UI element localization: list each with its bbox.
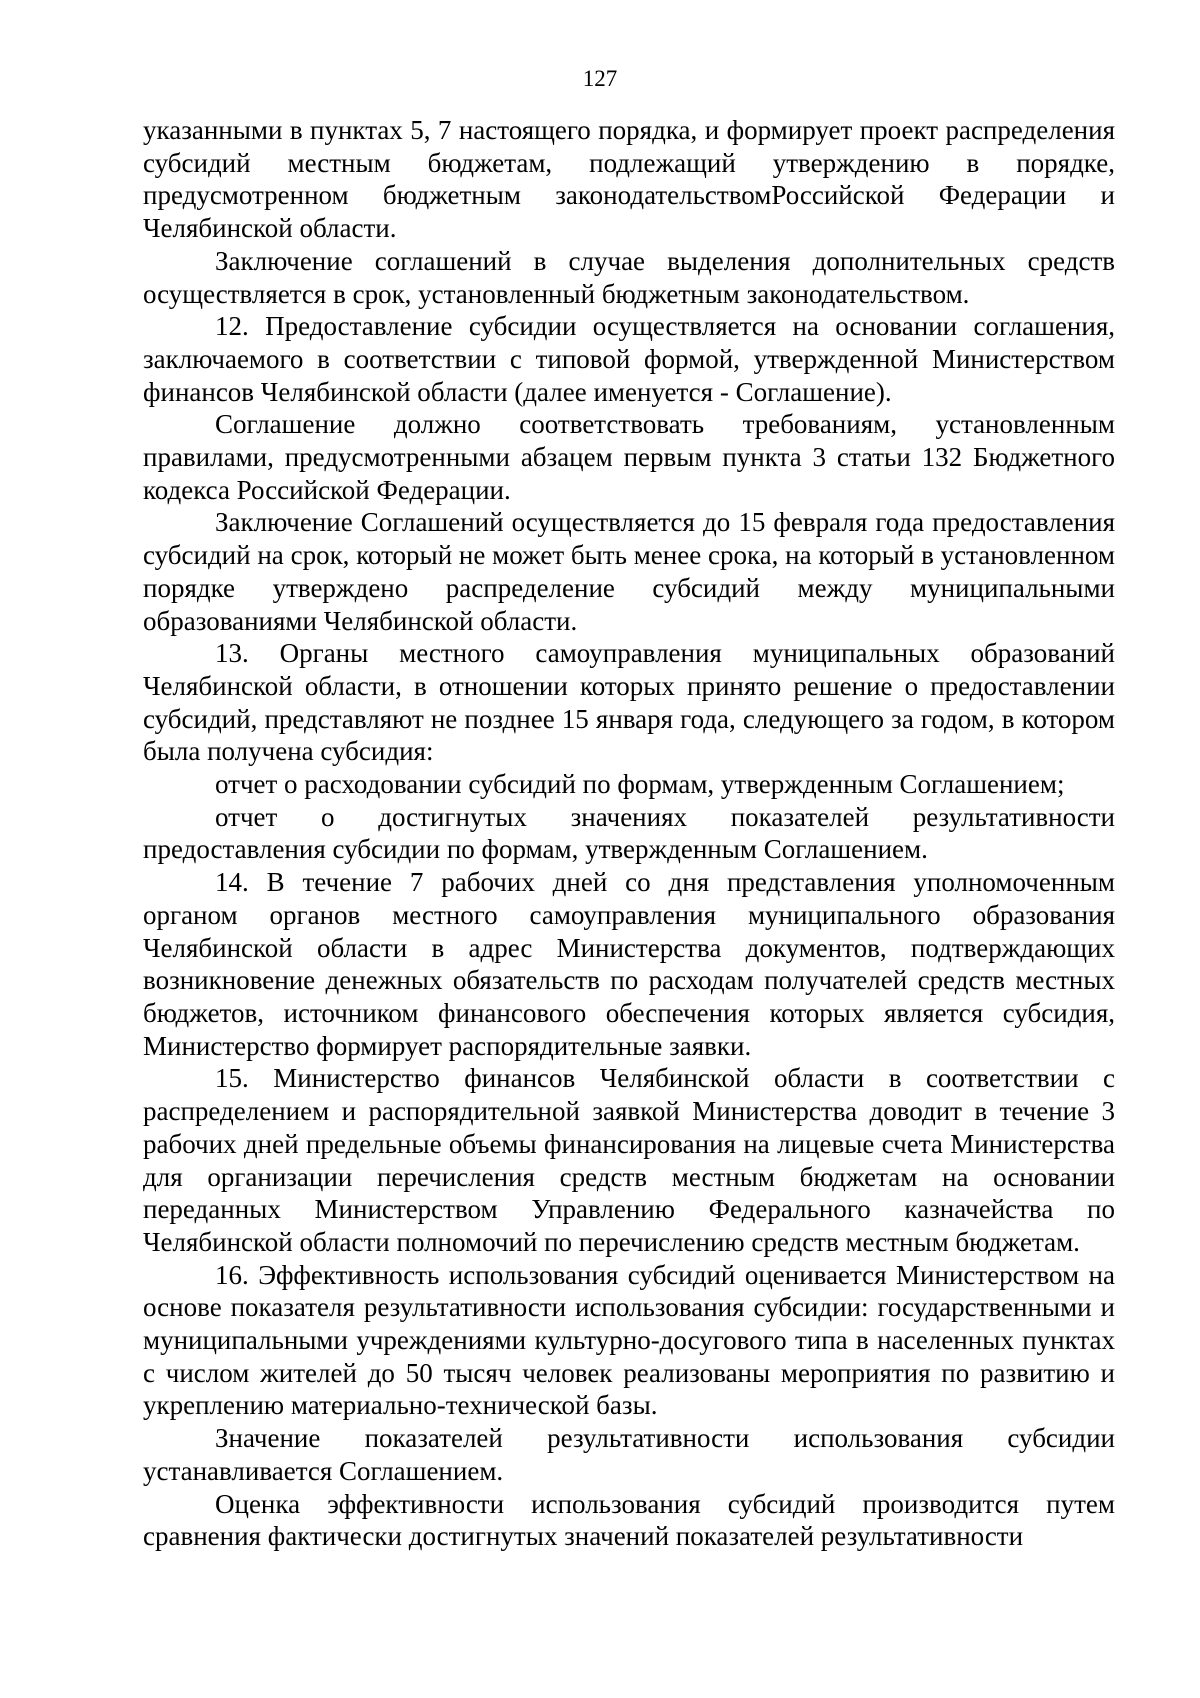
paragraph: Заключение Соглашений осуществляется до 15 февраля года предоставления субсидий на срок, который не может быть менее срока, на который в установленном порядке утверждено распределение субсидий между муниципальными образованиями Челябинской области. (143, 507, 1115, 636)
paragraph: указанными в пунктах 5, 7 настоящего порядка, и формирует проект распределения субсидий местным бюджетам, подлежащий утверждению в порядке, предусмотренном бюджетным законодательствомРоссийской Федерации и Челябинской области. (143, 115, 1115, 244)
page-number: 127 (582, 66, 618, 91)
paragraph: 15. Министерство финансов Челябинской области в соответствии с распределением и распорядительной заявкой Министерства доводит в течение 3 рабочих дней предельные объемы финансирования на лицевые счета Министерства для организации перечисления средств местным бюджетам на основании переданных Министерством Управлению Федерального казначейства по Челябинской области полномочий по перечислению средств местным бюджетам. (143, 1063, 1115, 1257)
paragraph: Оценка эффективности использования субсидий производится путем сравнения фактически достигнутых значений показателей результативности (143, 1488, 1115, 1552)
document-body (143, 114, 1115, 1553)
paragraph: Значение показателей результативности использования субсидии устанавливается Соглашением. (143, 1423, 1115, 1486)
paragraph: отчет о расходовании субсидий по формам, утвержденным Соглашением; (215, 769, 1065, 800)
paragraph: Соглашение должно соответствовать требованиям, установленным правилами, предусмотренными абзацем первым пункта 3 статьи 132 Бюджетного кодекса Российской Федерации. (143, 409, 1115, 505)
paragraph: 16. Эффективность использования субсидий оценивается Министерством на основе показателя результативности использования субсидии: государственными и муниципальными учреждениями культурно-досугового типа в населенных пунктах с числом жителей до 50 тысяч человек реализованы мероприятия по развитию и укреплению материально-технической базы. (143, 1259, 1115, 1421)
paragraph: Заключение соглашений в случае выделения дополнительных средств осуществляется в срок, установленный бюджетным законодательством. (143, 245, 1115, 309)
paragraph: 13. Органы местного самоуправления муниципальных образований Челябинской области, в отношении которых принято решение о предоставлении субсидий, представляют не позднее 15 января года, следующего за годом, в котором была получена субсидия: (143, 638, 1115, 767)
paragraph: отчет о достигнутых значениях показателей результативности предоставления субсидии по формам, утвержденным Соглашением. (143, 801, 1115, 865)
paragraph: 12. Предоставление субсидии осуществляется на основании соглашения, заключаемого в соответствии с типовой формой, утвержденной Министерством финансов Челябинской области (далее именуется - Соглашение). (143, 311, 1115, 407)
paragraph: 14. В течение 7 рабочих дней со дня представления уполномоченным органом органов местного самоуправления муниципального образования Челябинской области в адрес Министерства документов, подтверждающих возникновение денежных обязательств по расходам получателей средств местных бюджетов, источником финансового обеспечения которых является субсидия, Министерство формирует распорядительные заявки. (143, 867, 1115, 1061)
